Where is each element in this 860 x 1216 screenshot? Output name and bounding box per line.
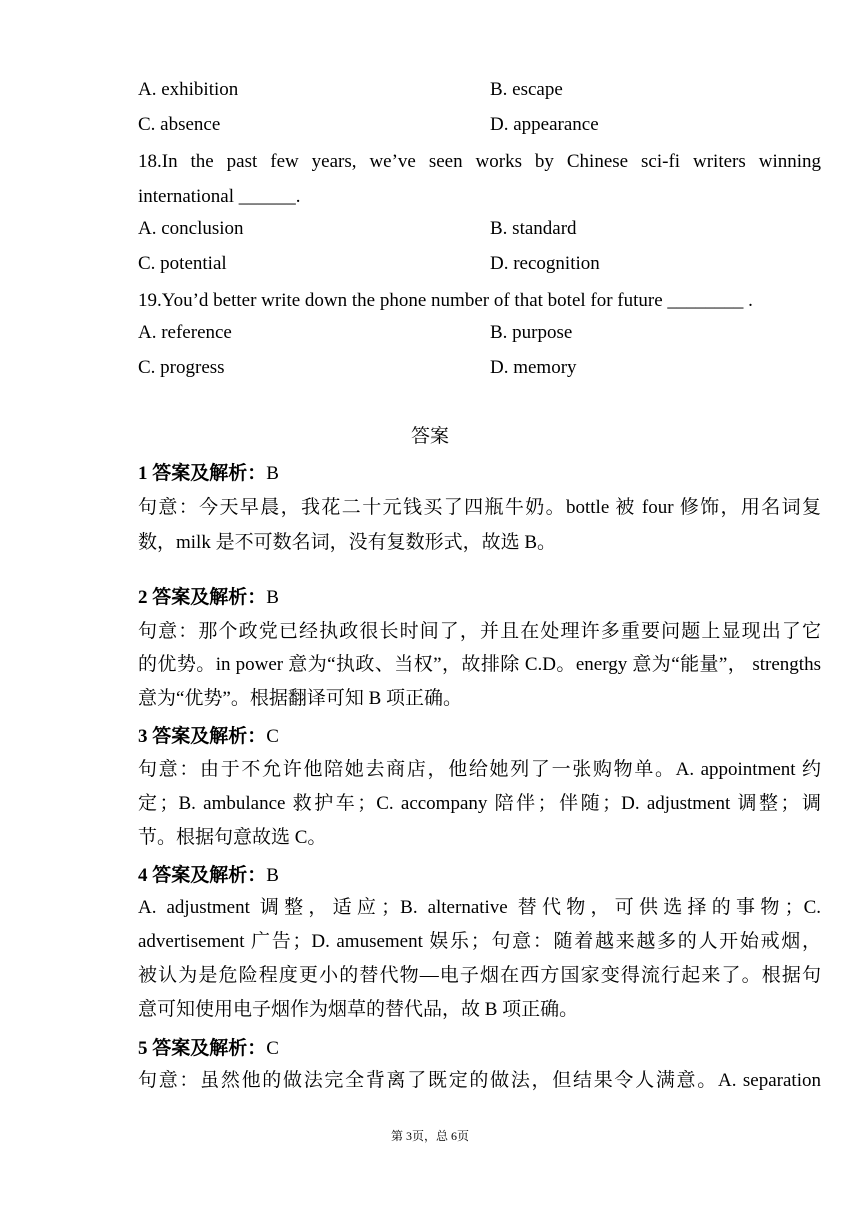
option-b: B. escape <box>490 79 563 100</box>
answer-heading: 3 答案及解析：C <box>138 726 279 747</box>
explanation-line: 节。根据句意故选 C。 <box>138 827 327 848</box>
explanation-line: 意可知使用电子烟作为烟草的替代品，故 B 项正确。 <box>138 999 579 1020</box>
explanation-line: 数，milk 是不可数名词，没有复数形式，故选 B。 <box>138 532 557 553</box>
option-d: D. recognition <box>490 253 600 274</box>
page-footer: 第 3页，总 6页 <box>390 1129 469 1143</box>
option-c: C. potential <box>138 253 227 274</box>
question-19-line-1: 19.You’d better write down the phone number of that botel for future ________ . <box>138 290 753 311</box>
explanation-line: 定；B. ambulance 救护车；C. accompany 陪伴；伴随；D. adjustment 调整；调 <box>138 793 821 814</box>
explanation-line: 意为“优势”。根据翻译可知 B 项正确。 <box>138 688 463 709</box>
answer-heading: 5 答案及解析：C <box>138 1038 279 1059</box>
explanation-line: 句意：今天早晨，我花二十元钱买了四瓶牛奶。bottle 被 four 修饰，用名词复 <box>138 497 821 518</box>
option-a: A. exhibition <box>138 79 239 100</box>
option-c: C. progress <box>138 357 225 378</box>
explanation-line: 句意：那个政党已经执政很长时间了，并且在处理许多重要问题上显现出了它 <box>138 621 821 642</box>
option-b: B. standard <box>490 218 577 239</box>
answer-heading: 2 答案及解析：B <box>138 587 279 608</box>
answer-heading: 4 答案及解析：B <box>138 865 279 886</box>
explanation-line: advertisement 广告；D. amusement 娱乐；句意：随着越来越多的人开始戒烟， <box>138 931 821 952</box>
answer-heading: 1 答案及解析：B <box>138 463 279 484</box>
explanation-line: 句意：虽然他的做法完全背离了既定的做法，但结果令人满意。A. separation <box>138 1070 821 1091</box>
answers-title: 答案 <box>410 426 449 447</box>
option-c: C. absence <box>138 114 221 135</box>
explanation-line: 被认为是危险程度更小的替代物—电子烟在西方国家变得流行起来了。根据句 <box>138 965 821 986</box>
option-a: A. conclusion <box>138 218 244 239</box>
explanation-line: A. adjustment 调整，适应；B. alternative 替代物，可供选择的事物；C. <box>138 897 821 918</box>
option-a: A. reference <box>138 322 232 343</box>
option-d: D. appearance <box>490 114 599 135</box>
option-d: D. memory <box>490 357 577 378</box>
question-18-line-1: 18.In the past few years, we’ve seen works by Chinese sci-fi writers winning <box>138 151 821 172</box>
explanation-line: 句意：由于不允许他陪她去商店，他给她列了一张购物单。A. appointment 约 <box>138 759 821 780</box>
explanation-line: 的优势。in power 意为“执政、当权”，故排除 C.D。energy 意为“能量”， strengths <box>138 654 821 675</box>
option-b: B. purpose <box>490 322 573 343</box>
question-18-line-2: international ______. <box>138 186 301 207</box>
